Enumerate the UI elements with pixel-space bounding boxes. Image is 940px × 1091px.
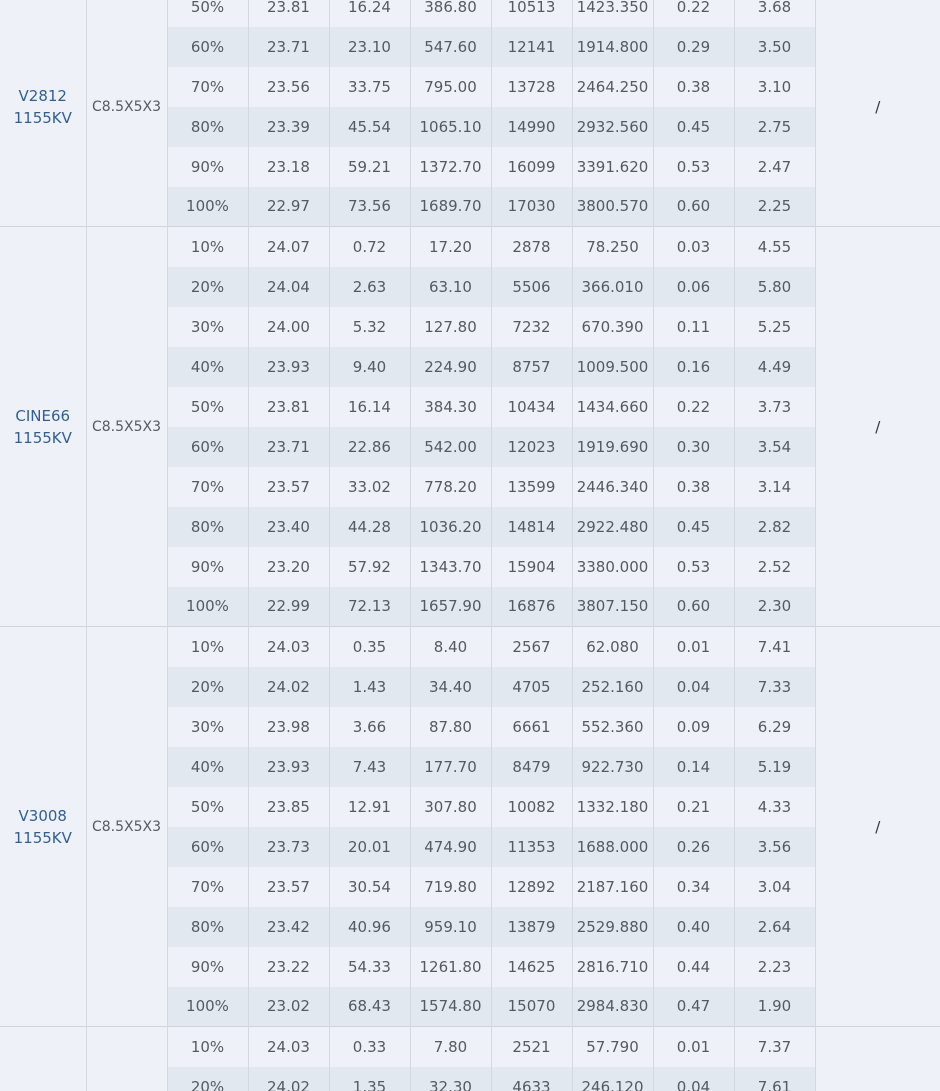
thrust-cell: 1423.350 — [572, 0, 653, 27]
efficiency-cell: 2.47 — [734, 147, 815, 187]
current-cell: 16.14 — [329, 387, 410, 427]
power-cell: 177.70 — [410, 747, 491, 787]
current-cell: 30.54 — [329, 867, 410, 907]
power-cell: 542.00 — [410, 427, 491, 467]
efficiency-cell: 2.82 — [734, 507, 815, 547]
voltage-cell: 24.03 — [248, 1027, 329, 1067]
rpm-cell: 11353 — [491, 827, 572, 867]
power-cell: 1689.70 — [410, 187, 491, 227]
rpm-cell: 15070 — [491, 987, 572, 1027]
motor-model-name: V3008 — [18, 806, 67, 825]
rpm-cell: 2521 — [491, 1027, 572, 1067]
thrust-cell: 3800.570 — [572, 187, 653, 227]
rpm-cell: 12141 — [491, 27, 572, 67]
rpm-cell: 7232 — [491, 307, 572, 347]
power-cell: 474.90 — [410, 827, 491, 867]
current-cell: 0.72 — [329, 227, 410, 267]
voltage-cell: 23.42 — [248, 907, 329, 947]
thrust-cell: 1914.800 — [572, 27, 653, 67]
rpm-cell: 14625 — [491, 947, 572, 987]
efficiency-cell: 5.25 — [734, 307, 815, 347]
voltage-cell: 23.81 — [248, 387, 329, 427]
thrust-cell: 57.790 — [572, 1027, 653, 1067]
power-cell: 127.80 — [410, 307, 491, 347]
throttle-cell: 40% — [167, 747, 248, 787]
power-cell: 795.00 — [410, 67, 491, 107]
thrust-cell: 62.080 — [572, 627, 653, 667]
rpm-cell: 10434 — [491, 387, 572, 427]
thrust-cell: 78.250 — [572, 227, 653, 267]
rpm-cell: 17030 — [491, 187, 572, 227]
current-cell: 59.21 — [329, 147, 410, 187]
propeller-spec-cell — [86, 1027, 167, 1091]
rpm-cell: 16099 — [491, 147, 572, 187]
voltage-cell: 24.02 — [248, 667, 329, 707]
rpm-cell: 10513 — [491, 0, 572, 27]
power-cell: 224.90 — [410, 347, 491, 387]
current-cell: 16.24 — [329, 0, 410, 27]
rpm-cell: 4633 — [491, 1067, 572, 1091]
throttle-cell: 50% — [167, 387, 248, 427]
voltage-cell: 24.07 — [248, 227, 329, 267]
power-cell: 1372.70 — [410, 147, 491, 187]
efficiency-cell: 2.64 — [734, 907, 815, 947]
throttle-cell: 90% — [167, 547, 248, 587]
power-cell: 63.10 — [410, 267, 491, 307]
torque-cell: 0.21 — [653, 787, 734, 827]
rpm-cell: 16876 — [491, 587, 572, 627]
efficiency-cell: 2.25 — [734, 187, 815, 227]
efficiency-cell: 2.75 — [734, 107, 815, 147]
voltage-cell: 23.71 — [248, 27, 329, 67]
current-cell: 44.28 — [329, 507, 410, 547]
throttle-cell: 20% — [167, 267, 248, 307]
rpm-cell: 10082 — [491, 787, 572, 827]
thrust-cell: 1919.690 — [572, 427, 653, 467]
thrust-cell: 2932.560 — [572, 107, 653, 147]
rpm-cell: 13599 — [491, 467, 572, 507]
thrust-cell: 2446.340 — [572, 467, 653, 507]
propeller-spec-cell: C8.5X5X3 — [86, 0, 167, 227]
efficiency-cell: 3.10 — [734, 67, 815, 107]
efficiency-cell: 7.61 — [734, 1067, 815, 1091]
voltage-cell: 23.39 — [248, 107, 329, 147]
remark-cell: / — [815, 627, 940, 1027]
rpm-cell: 8479 — [491, 747, 572, 787]
voltage-cell: 23.57 — [248, 467, 329, 507]
throttle-cell: 70% — [167, 467, 248, 507]
torque-cell: 0.11 — [653, 307, 734, 347]
torque-cell: 0.01 — [653, 1027, 734, 1067]
throttle-cell: 30% — [167, 707, 248, 747]
power-cell: 8.40 — [410, 627, 491, 667]
torque-cell: 0.09 — [653, 707, 734, 747]
motor-kv-value: 1155KV — [13, 108, 72, 127]
power-cell: 384.30 — [410, 387, 491, 427]
voltage-cell: 23.02 — [248, 987, 329, 1027]
thrust-cell: 3391.620 — [572, 147, 653, 187]
throttle-cell: 70% — [167, 67, 248, 107]
voltage-cell: 24.00 — [248, 307, 329, 347]
current-cell: 0.35 — [329, 627, 410, 667]
current-cell: 72.13 — [329, 587, 410, 627]
power-cell: 386.80 — [410, 0, 491, 27]
torque-cell: 0.38 — [653, 467, 734, 507]
voltage-cell: 23.81 — [248, 0, 329, 27]
throttle-cell: 90% — [167, 147, 248, 187]
torque-cell: 0.34 — [653, 867, 734, 907]
torque-cell: 0.22 — [653, 0, 734, 27]
rpm-cell: 4705 — [491, 667, 572, 707]
thrust-cell: 252.160 — [572, 667, 653, 707]
current-cell: 12.91 — [329, 787, 410, 827]
current-cell: 0.33 — [329, 1027, 410, 1067]
efficiency-cell: 5.19 — [734, 747, 815, 787]
motor-kv-value: 1155KV — [13, 428, 72, 447]
thrust-cell: 2816.710 — [572, 947, 653, 987]
current-cell: 33.75 — [329, 67, 410, 107]
throttle-cell: 60% — [167, 827, 248, 867]
voltage-cell: 23.56 — [248, 67, 329, 107]
voltage-cell: 23.93 — [248, 347, 329, 387]
thrust-cell: 1009.500 — [572, 347, 653, 387]
current-cell: 7.43 — [329, 747, 410, 787]
current-cell: 9.40 — [329, 347, 410, 387]
table-row — [0, 1027, 940, 1067]
remark-cell — [815, 1027, 940, 1091]
efficiency-cell: 2.23 — [734, 947, 815, 987]
voltage-cell: 24.03 — [248, 627, 329, 667]
current-cell: 1.43 — [329, 667, 410, 707]
voltage-cell: 23.73 — [248, 827, 329, 867]
thrust-cell: 1688.000 — [572, 827, 653, 867]
motor-model-name: CINE66 — [15, 406, 71, 425]
efficiency-cell: 3.50 — [734, 27, 815, 67]
voltage-cell: 23.93 — [248, 747, 329, 787]
efficiency-cell: 3.14 — [734, 467, 815, 507]
thrust-cell: 922.730 — [572, 747, 653, 787]
throttle-cell: 70% — [167, 867, 248, 907]
thrust-cell: 2922.480 — [572, 507, 653, 547]
throttle-cell: 10% — [167, 1027, 248, 1067]
current-cell: 73.56 — [329, 187, 410, 227]
current-cell: 68.43 — [329, 987, 410, 1027]
current-cell: 20.01 — [329, 827, 410, 867]
efficiency-cell: 1.90 — [734, 987, 815, 1027]
power-cell: 1261.80 — [410, 947, 491, 987]
current-cell: 57.92 — [329, 547, 410, 587]
torque-cell: 0.53 — [653, 547, 734, 587]
efficiency-cell: 2.30 — [734, 587, 815, 627]
power-cell: 1065.10 — [410, 107, 491, 147]
rpm-cell: 14814 — [491, 507, 572, 547]
throttle-cell: 50% — [167, 787, 248, 827]
efficiency-cell: 4.55 — [734, 227, 815, 267]
rpm-cell: 13879 — [491, 907, 572, 947]
rpm-cell: 5506 — [491, 267, 572, 307]
power-cell: 87.80 — [410, 707, 491, 747]
throttle-cell: 100% — [167, 587, 248, 627]
throttle-cell: 10% — [167, 627, 248, 667]
current-cell: 23.10 — [329, 27, 410, 67]
throttle-cell: 80% — [167, 507, 248, 547]
thrust-cell: 552.360 — [572, 707, 653, 747]
rpm-cell: 2567 — [491, 627, 572, 667]
remark-cell: / — [815, 0, 940, 227]
rpm-cell: 2878 — [491, 227, 572, 267]
throttle-cell: 20% — [167, 667, 248, 707]
throttle-cell: 60% — [167, 27, 248, 67]
torque-cell: 0.16 — [653, 347, 734, 387]
throttle-cell: 20% — [167, 1067, 248, 1091]
power-cell: 17.20 — [410, 227, 491, 267]
thrust-cell: 2529.880 — [572, 907, 653, 947]
torque-cell: 0.14 — [653, 747, 734, 787]
efficiency-cell: 3.73 — [734, 387, 815, 427]
torque-cell: 0.30 — [653, 427, 734, 467]
current-cell: 54.33 — [329, 947, 410, 987]
current-cell: 3.66 — [329, 707, 410, 747]
power-cell: 32.30 — [410, 1067, 491, 1091]
torque-cell: 0.03 — [653, 227, 734, 267]
torque-cell: 0.01 — [653, 627, 734, 667]
rpm-cell: 6661 — [491, 707, 572, 747]
power-cell: 307.80 — [410, 787, 491, 827]
throttle-cell: 80% — [167, 107, 248, 147]
efficiency-cell: 5.80 — [734, 267, 815, 307]
rpm-cell: 13728 — [491, 67, 572, 107]
motor-model-cell — [0, 0, 86, 227]
torque-cell: 0.26 — [653, 827, 734, 867]
current-cell: 5.32 — [329, 307, 410, 347]
throttle-cell: 40% — [167, 347, 248, 387]
torque-cell: 0.04 — [653, 667, 734, 707]
torque-cell: 0.04 — [653, 1067, 734, 1091]
propeller-spec-cell: C8.5X5X3 — [86, 627, 167, 1027]
throttle-cell: 50% — [167, 0, 248, 27]
voltage-cell: 23.71 — [248, 427, 329, 467]
torque-cell: 0.45 — [653, 107, 734, 147]
current-cell: 33.02 — [329, 467, 410, 507]
efficiency-cell: 3.04 — [734, 867, 815, 907]
motor-model-cell — [0, 1027, 86, 1091]
power-cell: 1574.80 — [410, 987, 491, 1027]
voltage-cell: 23.18 — [248, 147, 329, 187]
table-row — [0, 627, 940, 667]
power-cell: 1657.90 — [410, 587, 491, 627]
current-cell: 2.63 — [329, 267, 410, 307]
efficiency-cell: 6.29 — [734, 707, 815, 747]
thrust-cell: 246.120 — [572, 1067, 653, 1091]
throttle-cell: 10% — [167, 227, 248, 267]
table-row — [0, 0, 940, 27]
torque-cell: 0.06 — [653, 267, 734, 307]
power-cell: 719.80 — [410, 867, 491, 907]
torque-cell: 0.22 — [653, 387, 734, 427]
thrust-cell: 1434.660 — [572, 387, 653, 427]
voltage-cell: 24.04 — [248, 267, 329, 307]
torque-cell: 0.38 — [653, 67, 734, 107]
voltage-cell: 24.02 — [248, 1067, 329, 1091]
voltage-cell: 23.85 — [248, 787, 329, 827]
voltage-cell: 23.40 — [248, 507, 329, 547]
thrust-cell: 2464.250 — [572, 67, 653, 107]
motor-model-cell — [0, 627, 86, 1027]
rpm-cell: 12023 — [491, 427, 572, 467]
voltage-cell: 22.97 — [248, 187, 329, 227]
power-cell: 34.40 — [410, 667, 491, 707]
rpm-cell: 8757 — [491, 347, 572, 387]
motor-model-name: V2812 — [18, 86, 67, 105]
thrust-cell: 3807.150 — [572, 587, 653, 627]
current-cell: 40.96 — [329, 907, 410, 947]
torque-cell: 0.60 — [653, 587, 734, 627]
efficiency-cell: 3.54 — [734, 427, 815, 467]
torque-cell: 0.47 — [653, 987, 734, 1027]
thrust-cell: 1332.180 — [572, 787, 653, 827]
current-cell: 1.35 — [329, 1067, 410, 1091]
motor-kv-value: 1155KV — [13, 828, 72, 847]
throttle-cell: 80% — [167, 907, 248, 947]
efficiency-cell: 4.49 — [734, 347, 815, 387]
torque-cell: 0.29 — [653, 27, 734, 67]
efficiency-cell: 7.33 — [734, 667, 815, 707]
efficiency-cell: 7.37 — [734, 1027, 815, 1067]
rpm-cell: 14990 — [491, 107, 572, 147]
throttle-cell: 100% — [167, 987, 248, 1027]
efficiency-cell: 3.56 — [734, 827, 815, 867]
voltage-cell: 23.22 — [248, 947, 329, 987]
torque-cell: 0.44 — [653, 947, 734, 987]
motor-model-cell — [0, 227, 86, 627]
power-cell: 778.20 — [410, 467, 491, 507]
power-cell: 547.60 — [410, 27, 491, 67]
efficiency-cell: 3.68 — [734, 0, 815, 27]
current-cell: 22.86 — [329, 427, 410, 467]
power-cell: 1343.70 — [410, 547, 491, 587]
thrust-cell: 3380.000 — [572, 547, 653, 587]
propeller-spec-cell: C8.5X5X3 — [86, 227, 167, 627]
torque-cell: 0.40 — [653, 907, 734, 947]
rpm-cell: 12892 — [491, 867, 572, 907]
remark-cell: / — [815, 227, 940, 627]
throttle-cell: 90% — [167, 947, 248, 987]
torque-cell: 0.45 — [653, 507, 734, 547]
efficiency-cell: 2.52 — [734, 547, 815, 587]
throttle-cell: 60% — [167, 427, 248, 467]
voltage-cell: 22.99 — [248, 587, 329, 627]
current-cell: 45.54 — [329, 107, 410, 147]
thrust-cell: 366.010 — [572, 267, 653, 307]
power-cell: 7.80 — [410, 1027, 491, 1067]
torque-cell: 0.53 — [653, 147, 734, 187]
table-row — [0, 227, 940, 267]
throttle-cell: 100% — [167, 187, 248, 227]
voltage-cell: 23.20 — [248, 547, 329, 587]
thrust-cell: 2187.160 — [572, 867, 653, 907]
rpm-cell: 15904 — [491, 547, 572, 587]
thrust-cell: 670.390 — [572, 307, 653, 347]
thrust-cell: 2984.830 — [572, 987, 653, 1027]
power-cell: 1036.20 — [410, 507, 491, 547]
efficiency-cell: 4.33 — [734, 787, 815, 827]
throttle-cell: 30% — [167, 307, 248, 347]
torque-cell: 0.60 — [653, 187, 734, 227]
voltage-cell: 23.98 — [248, 707, 329, 747]
efficiency-cell: 7.41 — [734, 627, 815, 667]
power-cell: 959.10 — [410, 907, 491, 947]
voltage-cell: 23.57 — [248, 867, 329, 907]
